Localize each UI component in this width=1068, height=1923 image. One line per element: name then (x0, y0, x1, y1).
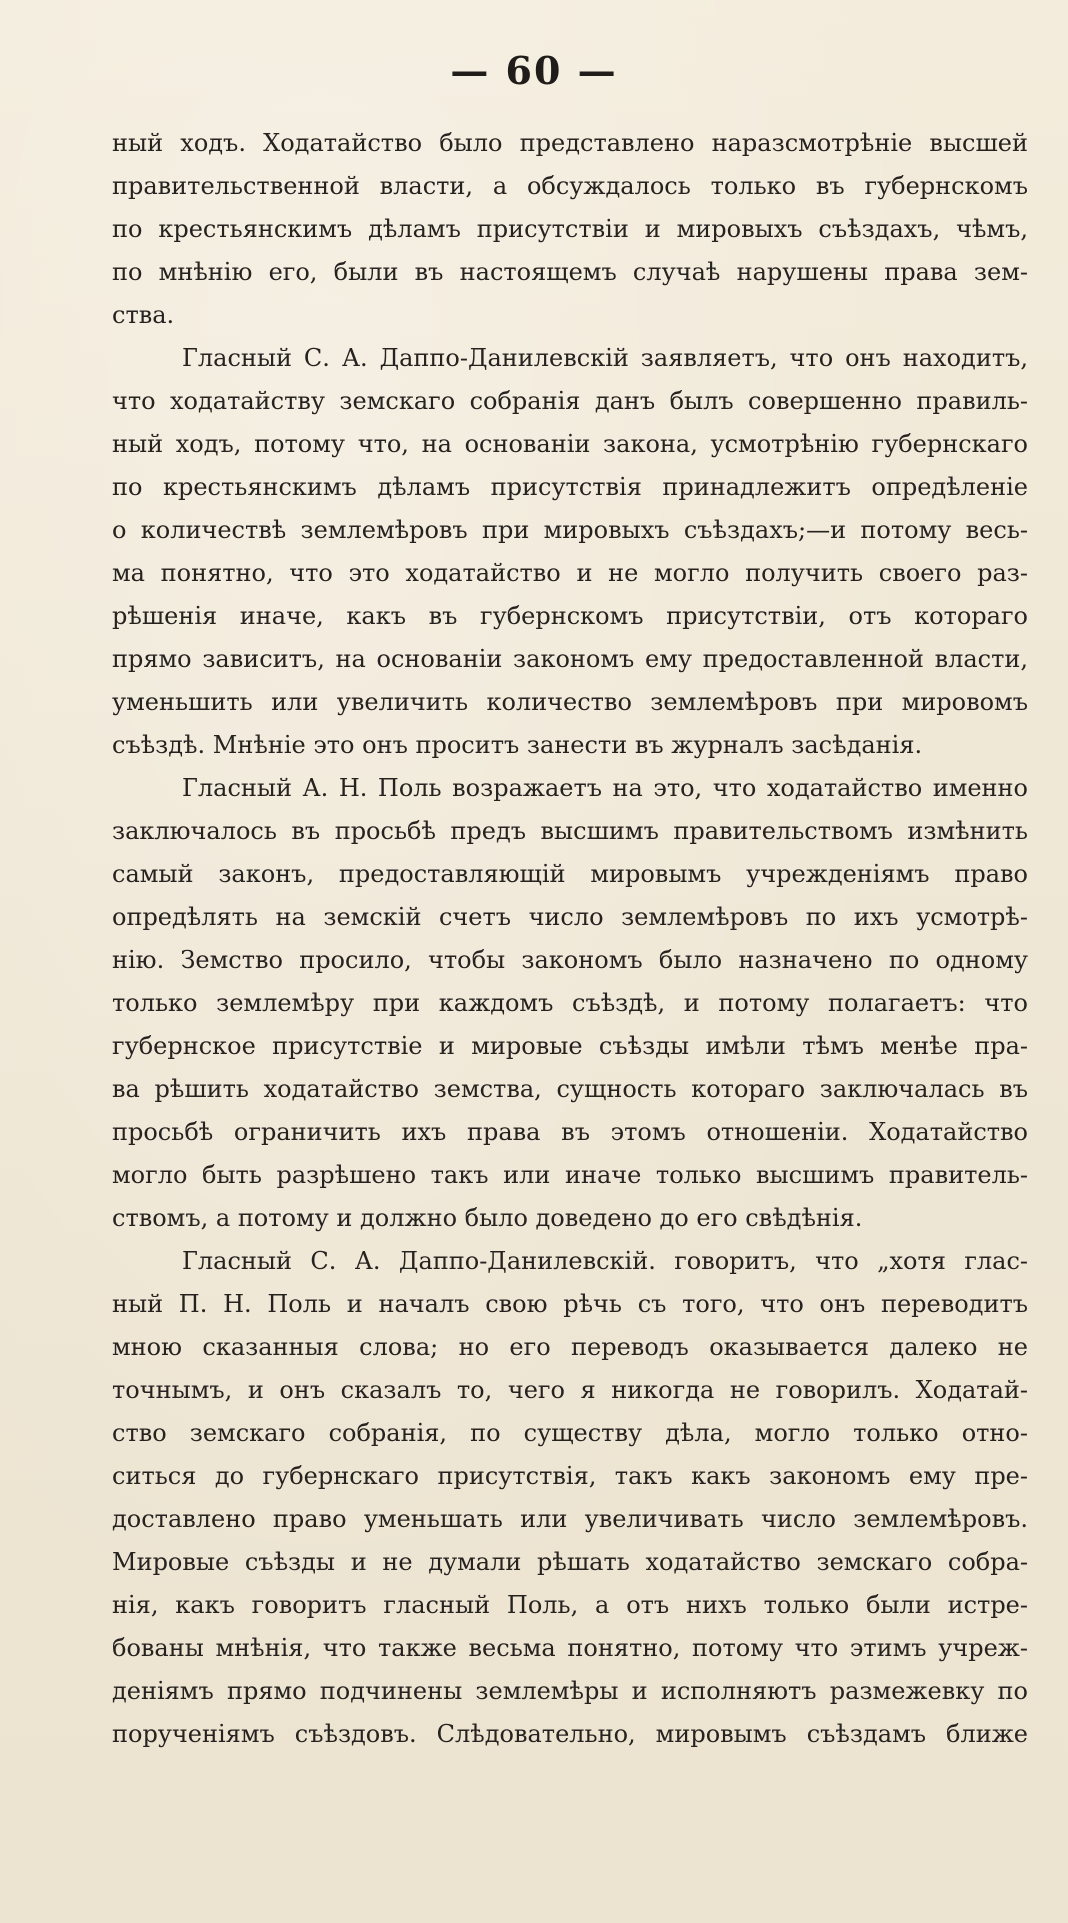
text-line: мною сказанныя слова; но его переводъ оказывается далеко не (112, 1333, 1028, 1361)
text-line: просьбѣ ограничить ихъ права въ этомъ отношеніи. Ходатайство (112, 1118, 1028, 1146)
text-line: по крестьянскимъ дѣламъ присутствіи и мировыхъ съѣздахъ, чѣмъ, (112, 215, 1028, 243)
text-line: ства. (112, 301, 175, 329)
paragraph-start-line: Гласный С. А. Даппо-Данилевскій заявляетъ, что онъ находитъ, (182, 344, 1028, 372)
text-line: губернское присутствіе и мировые съѣзды имѣли тѣмъ менѣе пра- (112, 1032, 1028, 1060)
text-line: уменьшить или увеличить количество землемѣровъ при мировомъ (112, 688, 1028, 716)
paragraph-start-line: Гласный С. А. Даппо-Данилевскій. говоритъ, что „хотя глас- (182, 1247, 1028, 1275)
text-line: нію. Земство просило, чтобы закономъ было назначено по одному (112, 946, 1028, 974)
text-line: правительственной власти, а обсуждалось только въ губернскомъ (112, 172, 1028, 200)
text-line: рѣшенія иначе, какъ въ губернскомъ присутствіи, отъ котораго (112, 602, 1028, 630)
text-line: деніямъ прямо подчинены землемѣры и исполняютъ размежевку по (112, 1677, 1028, 1705)
text-line: ство земскаго собранія, по существу дѣла, могло только отно- (112, 1419, 1028, 1447)
text-line: что ходатайству земскаго собранія данъ былъ совершенно правиль- (112, 387, 1028, 415)
text-line: Мировые съѣзды и не думали рѣшать ходатайство земскаго собра- (112, 1548, 1028, 1576)
text-line: по крестьянскимъ дѣламъ присутствія принадлежитъ опредѣленіе (112, 473, 1028, 501)
text-line: доставлено право уменьшать или увеличивать число землемѣровъ. (112, 1505, 1028, 1533)
text-line: точнымъ, и онъ сказалъ то, чего я никогда не говорилъ. Ходатай- (112, 1376, 1028, 1404)
text-line: ва рѣшить ходатайство земства, сущность котораго заключалась въ (112, 1075, 1028, 1103)
page-number: — 60 — (450, 48, 618, 93)
text-line: нія, какъ говоритъ гласный Поль, а отъ нихъ только были истре- (112, 1591, 1028, 1619)
text-line: ма понятно, что это ходатайство и не могло получить своего раз- (112, 559, 1028, 587)
text-line: самый законъ, предоставляющій мировымъ учрежденіямъ право (112, 860, 1028, 888)
text-line: ствомъ, а потому и должно было доведено до его свѣдѣнія. (112, 1204, 863, 1232)
text-line: о количествѣ землемѣровъ при мировыхъ съѣздахъ;—и потому весь- (112, 516, 1028, 544)
text-line: ный ходъ. Ходатайство было представлено наразсмотрѣніе высшей (112, 129, 1028, 157)
text-line: заключалось въ просьбѣ предъ высшимъ правительствомъ измѣнить (112, 817, 1028, 845)
text-line: по мнѣнію его, были въ настоящемъ случаѣ нарушены права зем- (112, 258, 1028, 286)
text-line: могло быть разрѣшено такъ или иначе только высшимъ правитель- (112, 1161, 1028, 1189)
paragraph-start-line: Гласный А. Н. Поль возражаетъ на это, что ходатайство именно (182, 774, 1028, 802)
body-text (112, 122, 1028, 1756)
text-line: съѣздѣ. Мнѣніе это онъ проситъ занести въ журналъ засѣданія. (112, 731, 923, 759)
text-line: ный ходъ, потому что, на основаніи закона, усмотрѣнію губернскаго (112, 430, 1028, 458)
text-line: ситься до губернскаго присутствія, такъ какъ закономъ ему пре- (112, 1462, 1028, 1490)
text-line: бованы мнѣнія, что также весьма понятно, потому что этимъ учреж- (112, 1634, 1028, 1662)
text-line: только землемѣру при каждомъ съѣздѣ, и потому полагаетъ: что (112, 989, 1028, 1017)
text-line: порученіямъ съѣздовъ. Слѣдовательно, мировымъ съѣздамъ ближе (112, 1720, 1028, 1748)
text-line: прямо зависитъ, на основаніи закономъ ему предоставленной власти, (112, 645, 1028, 673)
text-line: опредѣлять на земскій счетъ число землемѣровъ по ихъ усмотрѣ- (112, 903, 1028, 931)
text-line: ный П. Н. Поль и началъ свою рѣчь съ того, что онъ переводитъ (112, 1290, 1028, 1318)
